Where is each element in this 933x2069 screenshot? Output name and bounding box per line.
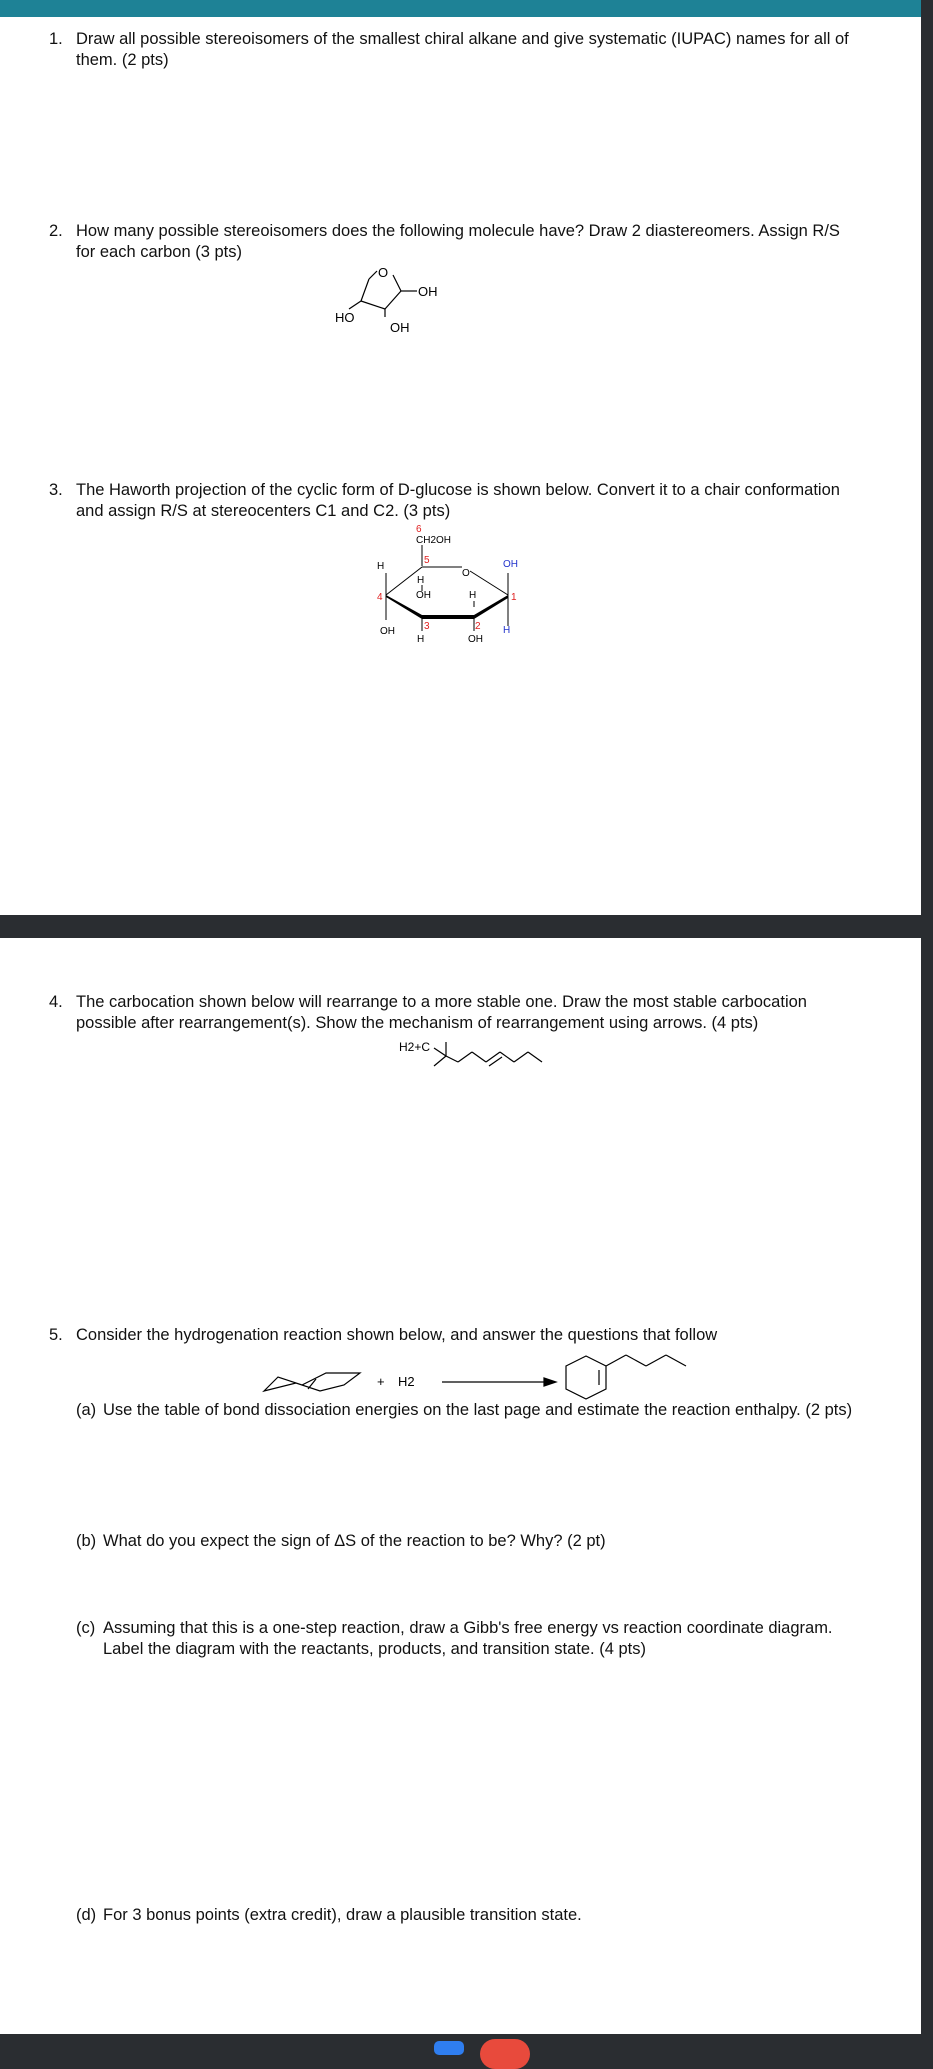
top-bar <box>0 0 933 17</box>
oh-c1-top: OH <box>503 559 518 570</box>
subquestion-text: Use the table of bond dissociation energies on the last page and estimate the reaction enthalpy. (2 pts) <box>103 1401 853 1419</box>
reactant-structure <box>264 1373 360 1391</box>
question-text-line2: and assign R/S at stereocenters C1 and C2. (3 pts) <box>76 502 451 520</box>
question-number: 3. <box>49 481 63 499</box>
subquestion-text: For 3 bonus points (extra credit), draw a plausible transition state. <box>103 1906 582 1924</box>
carbon-1-label: 1 <box>511 592 517 603</box>
question-text-line2: for each carbon (3 pts) <box>76 243 242 261</box>
bottom-taskbar <box>0 2034 933 2051</box>
ho-left-label: HO <box>335 310 355 325</box>
document-page-2 <box>0 938 921 2034</box>
molecule-2-structure <box>325 249 455 339</box>
subquestion-label: (d) <box>76 1906 97 1924</box>
haworth-projection <box>370 523 540 663</box>
ring-oxygen: O <box>378 265 389 280</box>
carbon-6-label: 6 <box>416 524 422 535</box>
question-text: The carbocation shown below will rearrange to a more stable one. Draw the most stable carbocation <box>76 993 807 1011</box>
h-c2-top: H <box>469 590 477 601</box>
subquestion-label: (c) <box>76 1619 96 1637</box>
question-text-line2: them. (2 pts) <box>76 51 169 69</box>
carbocation-label: H2+C <box>399 1040 431 1054</box>
subquestion-text-line2: Label the diagram with the reactants, products, and transition state. (4 pts) <box>103 1640 646 1658</box>
question-number: 1. <box>49 30 63 48</box>
carbon-5-label: 5 <box>424 555 430 566</box>
question-text: The Haworth projection of the cyclic form of D-glucose is shown below. Convert it to a chair conformation <box>76 481 840 499</box>
question-number: 5. <box>49 1326 63 1344</box>
taskbar-record-button[interactable] <box>480 2039 530 2069</box>
ring-oxygen: O <box>462 568 470 579</box>
h-c4-top: H <box>377 561 385 572</box>
h-c3-bottom: H <box>417 634 425 645</box>
question-text: How many possible stereoisomers does the following molecule have? Draw 2 diastereomers. Assign R/S <box>76 222 840 240</box>
h-c1-bottom: H <box>503 625 511 636</box>
taskbar-app-icon[interactable] <box>434 2041 464 2055</box>
subquestion-text: Assuming that this is a one-step reaction, draw a Gibb's free energy vs reaction coordinate diagram. <box>103 1619 833 1637</box>
carbocation-structure <box>396 1036 546 1080</box>
hydrogenation-reaction <box>260 1351 690 1401</box>
h2-reagent: H2 <box>398 1374 415 1389</box>
question-text-line2: possible after rearrangement(s). Show the mechanism of rearrangement using arrows. (4 pts) <box>76 1014 759 1032</box>
subquestion-label: (a) <box>76 1401 97 1419</box>
plus-sign: + <box>377 1374 385 1389</box>
carbon-2-label: 2 <box>475 621 481 632</box>
viewer-scroll-gutter <box>921 0 933 2051</box>
subquestion-label: (b) <box>76 1532 97 1550</box>
carbon-4-label: 4 <box>377 592 383 603</box>
ch2oh-label: CH2OH <box>416 535 452 546</box>
question-number: 4. <box>49 993 63 1011</box>
subquestion-text: What do you expect the sign of ΔS of the reaction to be? Why? (2 pt) <box>103 1532 606 1550</box>
oh-c4-bottom: OH <box>380 626 395 637</box>
oh-right-label: OH <box>418 284 438 299</box>
document-page-1 <box>0 17 921 915</box>
oh-c2-bottom: OH <box>468 634 483 645</box>
product-structure <box>566 1355 686 1399</box>
h-c5-bottom: H <box>417 575 425 586</box>
question-number: 2. <box>49 222 63 240</box>
question-text: Consider the hydrogenation reaction shown below, and answer the questions that follow <box>76 1326 718 1344</box>
carbon-3-label: 3 <box>424 621 430 632</box>
question-text: Draw all possible stereoisomers of the smallest chiral alkane and give systematic (IUPAC) names for all of <box>76 30 849 48</box>
oh-c3-top: OH <box>416 590 431 601</box>
reaction-arrow <box>442 1378 556 1386</box>
oh-bottom-label: OH <box>390 320 410 335</box>
